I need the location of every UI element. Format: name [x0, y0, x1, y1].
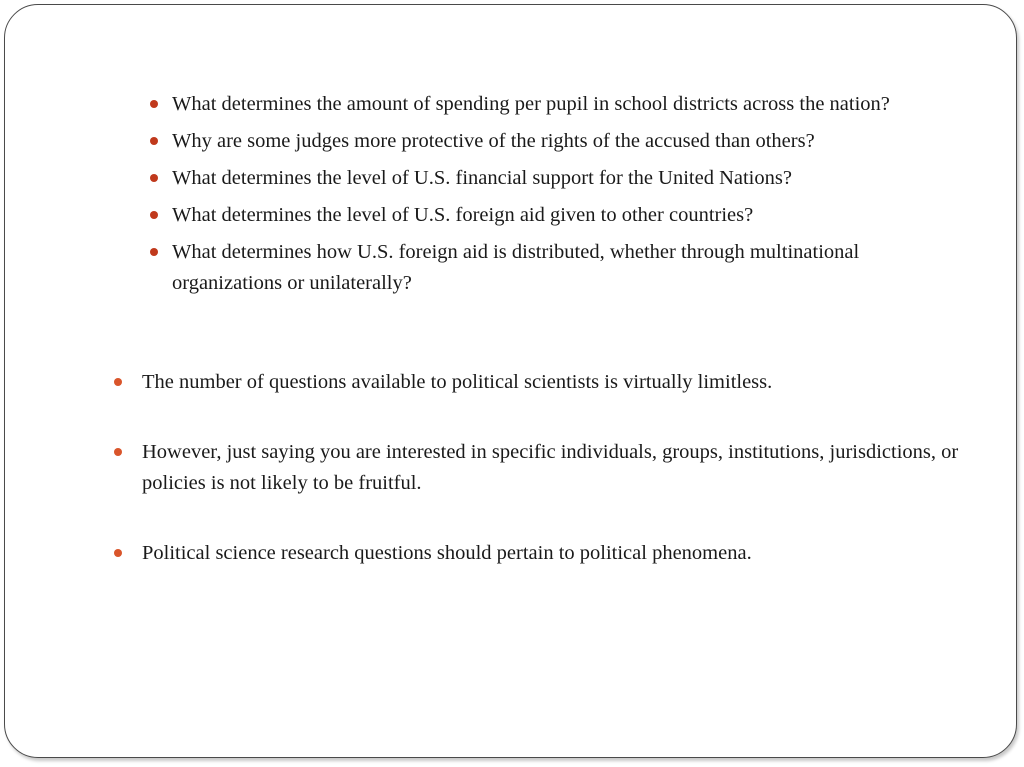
bullet-dot-icon — [114, 448, 122, 456]
sub-bullet-text: What determines the level of U.S. financial support for the United Nations? — [172, 167, 792, 189]
main-bullet-item — [142, 538, 972, 569]
sub-bullet-list — [172, 89, 972, 305]
bullet-dot-icon — [150, 100, 158, 108]
sub-bullet-item — [172, 200, 972, 231]
main-bullet-text: However, just saying you are interested in specific individuals, groups, institutions, jurisdictions, or policies is not likely to be fruitful. — [142, 441, 959, 494]
sub-bullet-text: Why are some judges more protective of the rights of the accused than others? — [172, 130, 815, 152]
bullet-dot-icon — [114, 378, 122, 386]
sub-bullet-item — [172, 163, 972, 194]
sub-bullet-item — [172, 237, 972, 299]
bullet-dot-icon — [150, 211, 158, 219]
bullet-dot-icon — [150, 137, 158, 145]
sub-bullet-text: What determines the amount of spending per pupil in school districts across the nation? — [172, 93, 890, 115]
main-bullet-item — [142, 367, 972, 398]
main-bullet-item — [142, 437, 972, 499]
bullet-dot-icon — [150, 174, 158, 182]
sub-bullet-text: What determines the level of U.S. foreign aid given to other countries? — [172, 204, 754, 226]
main-bullet-text: The number of questions available to political scientists is virtually limitless. — [142, 371, 773, 393]
bullet-dot-icon — [114, 549, 122, 557]
main-bullet-list — [142, 367, 972, 608]
sub-bullet-item — [172, 89, 972, 120]
sub-bullet-item — [172, 126, 972, 157]
main-bullet-text: Political science research questions should pertain to political phenomena. — [142, 542, 752, 564]
sub-bullet-text: What determines how U.S. foreign aid is distributed, whether through multinational organizations or unilaterally? — [172, 241, 860, 294]
bullet-dot-icon — [150, 248, 158, 256]
